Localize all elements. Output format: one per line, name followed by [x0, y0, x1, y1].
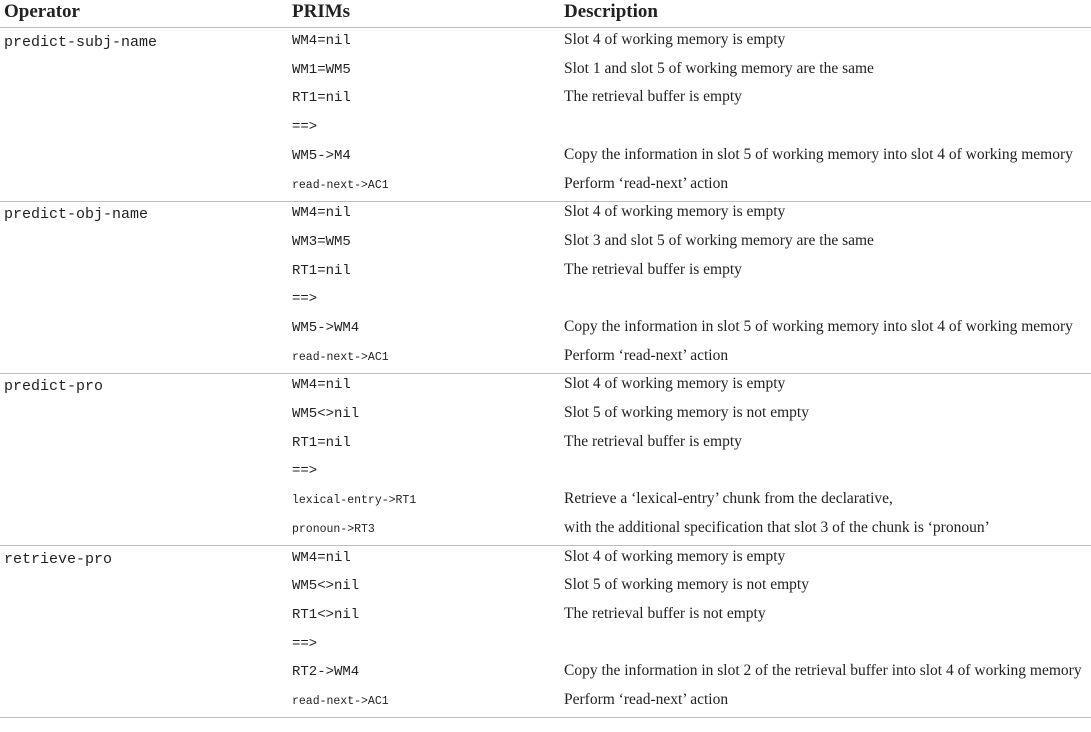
table-row [0, 458, 1091, 487]
description-cell: Slot 4 of working memory is empty [564, 375, 786, 393]
prim-cell: RT1=nil [292, 90, 351, 107]
table-row [0, 372, 1091, 401]
header-description: Description [564, 1, 658, 22]
description-cell: Perform ‘read-next’ action [564, 174, 729, 192]
prim-cell: RT1<>nil [292, 606, 360, 623]
table-row [0, 401, 1091, 430]
table-row [0, 229, 1091, 258]
prim-cell: WM1=WM5 [292, 61, 351, 78]
table-row [0, 286, 1091, 315]
table-row [0, 430, 1091, 459]
description-cell: The retrieval buffer is empty [564, 88, 742, 106]
description-cell: Copy the information in slot 5 of working memory into slot 4 of working memory [564, 317, 1073, 335]
table-row [0, 545, 1091, 574]
description-cell: Slot 3 and slot 5 of working memory are the same [564, 231, 874, 249]
description-cell: The retrieval buffer is empty [564, 260, 742, 278]
prim-cell: RT2->WM4 [292, 664, 360, 681]
description-cell: Slot 1 and slot 5 of working memory are the same [564, 59, 874, 77]
operator-name: predict-obj-name [4, 206, 149, 224]
description-cell: Slot 4 of working memory is empty [564, 31, 786, 48]
table-row [0, 85, 1091, 114]
table-row [0, 516, 1091, 545]
operator-group [0, 545, 1091, 717]
description-cell: Perform ‘read-next’ action [564, 346, 729, 364]
operator-group [0, 372, 1091, 544]
description-cell: Slot 4 of working memory is empty [564, 203, 786, 221]
table-row [0, 487, 1091, 516]
table-row [0, 573, 1091, 602]
description-cell: Retrieve a ‘lexical-entry’ chunk from the declarative, [564, 490, 893, 508]
prim-cell: ==> [292, 463, 318, 480]
description-cell: The retrieval buffer is empty [564, 432, 742, 450]
operator-name: predict-pro [4, 378, 104, 396]
description-cell: Perform ‘read-next’ action [564, 691, 729, 709]
prim-cell: ==> [292, 119, 318, 136]
prim-cell: RT1=nil [292, 434, 351, 451]
prim-cell: RT1=nil [292, 262, 351, 279]
prim-cell: WM4=nil [292, 205, 351, 222]
table-row [0, 258, 1091, 287]
table-row [0, 172, 1091, 201]
table-row [0, 631, 1091, 660]
table-header [0, 0, 1091, 27]
table-row [0, 57, 1091, 86]
prim-cell: read-next->AC1 [292, 350, 389, 364]
prim-cell: read-next->AC1 [292, 695, 389, 709]
table-row [0, 602, 1091, 631]
prim-cell: WM3=WM5 [292, 233, 351, 250]
prim-cell: read-next->AC1 [292, 178, 389, 192]
description-cell: Copy the information in slot 2 of the retrieval buffer into slot 4 of working memory [564, 662, 1082, 680]
header-operator: Operator [4, 1, 80, 22]
prim-cell: ==> [292, 291, 318, 308]
operator-group [0, 28, 1091, 200]
description-cell: Slot 5 of working memory is not empty [564, 404, 809, 422]
operator-name: predict-subj-name [4, 34, 158, 51]
prim-cell: lexical-entry->RT1 [292, 494, 417, 508]
prim-cell: WM5<>nil [292, 578, 360, 595]
operator-name: retrieve-pro [4, 550, 113, 568]
table-row [0, 28, 1091, 57]
prim-cell: ==> [292, 635, 318, 652]
description-cell: Slot 5 of working memory is not empty [564, 576, 809, 594]
group-divider [0, 717, 1091, 718]
prim-cell: pronoun->RT3 [292, 522, 375, 536]
table-row [0, 200, 1091, 229]
prim-cell: WM4=nil [292, 549, 351, 566]
operator-group [0, 200, 1091, 372]
prim-cell: WM5->M4 [292, 147, 351, 164]
description-cell: The retrieval buffer is not empty [564, 604, 766, 622]
prim-cell: WM4=nil [292, 33, 351, 49]
description-cell: Copy the information in slot 5 of working memory into slot 4 of working memory [564, 145, 1073, 163]
table-row [0, 344, 1091, 373]
description-cell: with the additional specification that slot 3 of the chunk is ‘pronoun’ [564, 518, 990, 536]
prim-cell: WM5<>nil [292, 406, 360, 423]
table-row [0, 659, 1091, 688]
prim-cell: WM5->WM4 [292, 319, 360, 336]
description-cell: Slot 4 of working memory is empty [564, 547, 786, 565]
table-row [0, 143, 1091, 172]
header-prims: PRIMs [292, 1, 351, 22]
table-row [0, 114, 1091, 143]
table-row [0, 315, 1091, 344]
prim-cell: WM4=nil [292, 377, 351, 394]
table-row [0, 688, 1091, 717]
